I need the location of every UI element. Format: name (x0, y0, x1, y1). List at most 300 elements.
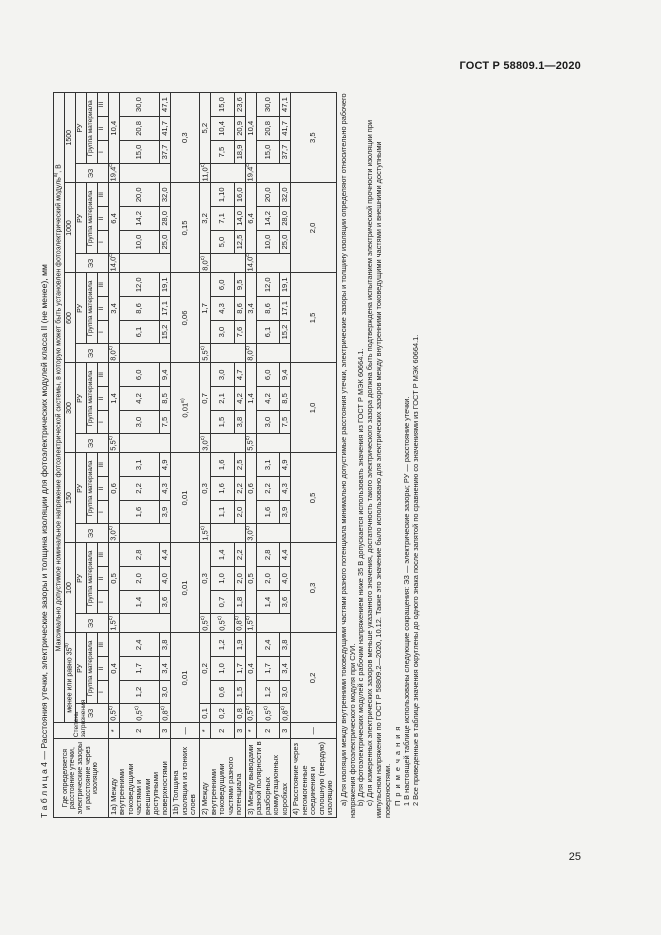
table-cell: 3,0$^{c)}$ (245, 524, 256, 543)
header-group-num: I (97, 320, 108, 344)
table-cell: 23,6 (234, 93, 245, 117)
table-cell: 6,1 (119, 320, 160, 344)
table-cell: 3,1 (256, 453, 280, 477)
header-group-num: III (97, 633, 108, 657)
table-cell: 10,0 (119, 230, 160, 254)
header-group-num: II (97, 567, 108, 591)
header-group: Группа материала (86, 93, 97, 164)
table-cell: 9,4 (160, 363, 171, 387)
table-row (108, 93, 119, 818)
table-cell: 3,0 (256, 410, 280, 434)
table-cell: 8,5 (280, 387, 291, 411)
table-cell: 19,4$^{c)}$ (108, 162, 118, 182)
table-cell: 1,4 (256, 590, 280, 614)
table-cell: 3,9 (160, 500, 171, 524)
header-group-num: I (97, 590, 108, 614)
table-cell: 14,0$^{c)}$ (245, 252, 255, 272)
table-row (291, 93, 337, 818)
table-cell (119, 434, 171, 453)
table-cell: 3,8 (160, 633, 171, 657)
table-cell: 0,5$^{c)}$ (108, 704, 119, 723)
table-cell: 3,6 (280, 590, 291, 614)
table-cell: 1,2 (119, 680, 160, 704)
note-item: 1 В настоящей таблице использованы следующие сокращения: ЭЗ — электрические зазоры; РУ — расстояние утечки. (402, 396, 412, 806)
table-cell: 3,1 (119, 453, 160, 477)
table-cell: 0,3 (171, 93, 200, 183)
header-ru: РУ (75, 273, 86, 344)
table-cell (256, 344, 291, 363)
table-cell: 4,3 (211, 297, 235, 321)
header-ru: РУ (75, 93, 86, 164)
table-cell: 8,6 (234, 297, 245, 321)
table-cell: 1,4 (119, 590, 160, 614)
table-cell: 0,6 (211, 680, 235, 704)
header-group-num: I (97, 680, 108, 704)
table-cell: 2,8 (119, 543, 160, 567)
table-cell: 2,0 (234, 567, 245, 591)
table-cell: 2,8 (256, 543, 280, 567)
table-cell: 9,4 (280, 363, 291, 387)
table-cell: 0,5 (245, 543, 256, 614)
table-cell: 12,0 (256, 273, 280, 297)
table-cell: 5,5$^{c)}$ (245, 434, 256, 453)
table-cell: 5,2 (200, 93, 211, 164)
header-group-num: I (97, 500, 108, 524)
table-cell: 3,0 (280, 680, 291, 704)
table-cell: 16,0 (234, 183, 245, 207)
table-cell: 1,9 (234, 633, 245, 657)
table-cell: 20,9 (234, 117, 245, 141)
table-cell: 2,0 (291, 183, 337, 273)
pollution-degree: 2 (119, 723, 160, 739)
table-row (200, 93, 211, 818)
table-cell: 0,4 (245, 633, 256, 704)
header-voltage-value: 600 (64, 273, 75, 363)
table-cell: 47,1 (280, 93, 291, 117)
table-cell: 4,4 (280, 543, 291, 567)
table-cell: 10,4 (211, 117, 235, 141)
table-cell: 3,4 (280, 657, 291, 681)
table-cell: 20,8 (256, 117, 280, 141)
table-cell: 2,1 (211, 387, 235, 411)
table-cell (211, 524, 246, 543)
table-cell: 1,6 (256, 500, 280, 524)
table-cell: 4,2 (256, 387, 280, 411)
table-cell (256, 614, 291, 633)
table-cell: 1,6 (119, 500, 160, 524)
header-voltage-value: 1500 (64, 93, 75, 183)
table-cell: 1,7 (234, 657, 245, 681)
pollution-degree: * (245, 723, 256, 739)
table-cell: 3,8 (234, 410, 245, 434)
table-cell: 1,5$^{c)}$ (108, 614, 119, 633)
table-cell: 14,2 (256, 207, 280, 231)
table-cell: 20,8 (119, 117, 160, 141)
table-cell: 8,5 (160, 387, 171, 411)
table-cell: 32,0 (160, 183, 171, 207)
table-cell: 0,5$^{c)}$ (256, 704, 280, 723)
table-row (171, 93, 200, 818)
header-group-num: I (97, 140, 108, 164)
table-cell: 1,2 (256, 680, 280, 704)
table-cell: 3,4 (160, 657, 171, 681)
table-cell: 2,2 (119, 477, 160, 501)
table-cell: 6,0 (256, 363, 280, 387)
pollution-degree: * (108, 723, 119, 739)
table-cell: 3,0 (211, 320, 235, 344)
header-voltage: Максимально допустимое номинальное напряжение фотоэлектрической системы, в которую может быть установлен фотоэлектрический модуль$^{a)}$, В (53, 93, 64, 723)
table-cell: 1,0 (211, 657, 235, 681)
table-cell: 15,0 (211, 93, 235, 117)
table-cell: 1,0 (211, 567, 235, 591)
header-ru: РУ (75, 633, 86, 704)
pollution-degree: 3 (280, 723, 291, 739)
table-row (119, 93, 160, 818)
table-cell: 3,0$^{c)}$ (200, 434, 211, 453)
table-cell: 5,5$^{c)}$ (200, 344, 211, 363)
pollution-degree: 3 (160, 723, 171, 739)
table-cell: 0,8$^{c)}$ (160, 704, 171, 723)
table-cell: 1,2 (211, 633, 235, 657)
table-cell: 0,6 (108, 453, 119, 524)
table-cell (256, 524, 291, 543)
table-cell: 0,15 (171, 183, 200, 273)
row-label: 3) Между выводами разной полярности в разборных коммутационных коробках (245, 739, 291, 818)
table-cell: 2,4 (119, 633, 160, 657)
row-label: 1а) Между внутренними токоведущими частями и внешними доступными поверхностями (108, 739, 171, 818)
table-cell: 7,6 (234, 320, 245, 344)
table-cell: 4,2 (234, 387, 245, 411)
table-cell: 20,0 (256, 183, 280, 207)
table-cell: 3,5 (291, 93, 337, 183)
table-cell: 1,5 (291, 273, 337, 363)
header-group-num: III (97, 183, 108, 207)
header-group: Группа материала (86, 633, 97, 704)
table-cell: 15,0 (119, 140, 160, 164)
row-label: 1b) Толщина изоляции из тонких слоев (171, 739, 200, 818)
footnote: c) Для измеренных электрических зазоров меньше указанного значения, достаточность такого электрического зазора должна быть подтверждена испытанием электрической прочности изоляции при импульсном напряжении по ГОСТ Р 58809.2—2020, 10.12. Также это значение было использовано для электрических зазоров между внутренними токоведущими частями и внешними доступными поверхностями. (365, 119, 392, 818)
table-cell: 2,0 (256, 567, 280, 591)
table-cell (119, 524, 171, 543)
table-row (53, 93, 64, 818)
table-cell: 6,0 (119, 363, 160, 387)
table-cell: 25,0 (160, 230, 171, 254)
table-cell: 7,5 (211, 140, 235, 164)
header-ez: ЭЗ (75, 614, 108, 633)
table-cell: 6,4 (245, 183, 256, 254)
header-where: Где определяется расстояние утечки, электрические зазоры и расстояние через изоляцию (53, 739, 108, 818)
table-cell: 4,4 (160, 543, 171, 567)
table-cell: 17,1 (160, 297, 171, 321)
table-cell: 3,4 (108, 273, 119, 344)
table-cell: 3,6 (160, 590, 171, 614)
header-group-num: I (97, 410, 108, 434)
table-cell: 2,2 (256, 477, 280, 501)
table-cell: 4,9 (280, 453, 291, 477)
table-cell: 0,8 (234, 704, 245, 723)
table-cell: 6,4 (108, 183, 119, 254)
table-cell: 19,1 (160, 273, 171, 297)
table-cell: 3,4 (245, 273, 256, 344)
table-cell: 0,5$^{c)}$ (200, 614, 211, 633)
table-cell: 0,5 (108, 543, 119, 614)
table-cell: 3,0 (160, 680, 171, 704)
table-cell: 15,2 (160, 320, 171, 344)
table-cell: 1,8 (234, 590, 245, 614)
table-cell: 4,0 (160, 567, 171, 591)
table-cell: 0,5$^{c)}$ (119, 704, 160, 723)
header-ez: ЭЗ (75, 434, 108, 453)
header-voltage-value: 300 (64, 363, 75, 453)
table-cell: 10,0 (256, 230, 280, 254)
header-ru: РУ (75, 363, 86, 434)
header-voltage-value: 1000 (64, 183, 75, 273)
table-cell (211, 344, 246, 363)
table-cell: 3,2 (200, 183, 211, 254)
table-cell: 10,4 (108, 93, 119, 164)
header-ez: ЭЗ (75, 704, 108, 723)
table-cell: 0,7 (200, 363, 211, 434)
table-cell: 1,7 (256, 657, 280, 681)
table-cell (256, 254, 291, 273)
table-cell: 11,0$^{c)}$ (199, 163, 210, 182)
note-item: 2 Все приведенные в таблице значения округлены до одного знака после запятой по сравнению со значениями из ГОСТ Р МЭК 60664.1. (410, 334, 420, 806)
table-cell: 0,5$^{c)}$ (211, 614, 235, 633)
header-group-num: III (97, 273, 108, 297)
table-cell: 0,5 (291, 453, 337, 543)
header-voltage-value: 150 (64, 453, 75, 543)
table-cell: 25,0 (280, 230, 291, 254)
header-ez: ЭЗ (75, 254, 108, 273)
table-cell (211, 434, 246, 453)
table-cell (211, 254, 246, 273)
row-label: 4) Расстояние через негомогенные соединения и сплошную (твердую) изоляцию (291, 739, 337, 818)
table-cell: 12,0 (119, 273, 160, 297)
table-cell: 41,7 (280, 117, 291, 141)
table-cell: 1,7 (200, 273, 211, 344)
table-cell: 8,0$^{c)}$ (245, 344, 256, 363)
table-cell: 7,1 (211, 207, 235, 231)
table-cell: 2,0 (119, 567, 160, 591)
table-cell: 2,5 (234, 453, 245, 477)
table-cell: 14,0 (234, 207, 245, 231)
table-cell: 1,10 (211, 183, 235, 207)
table-cell: 0,01 (171, 633, 200, 723)
table-cell: 1,4 (108, 363, 119, 434)
table-row (234, 93, 245, 818)
table-cell: 2,2 (234, 477, 245, 501)
pollution-degree: 2 (211, 723, 235, 739)
table-cell: 0,01$^{e)}$ (171, 363, 200, 453)
table-cell: 14,2 (119, 207, 160, 231)
table-cell: 0,01 (171, 543, 200, 633)
header-group-num: II (97, 477, 108, 501)
pollution-degree: — (171, 723, 200, 739)
table-cell: 19,1 (280, 273, 291, 297)
header-ez: ЭЗ (75, 164, 108, 183)
table-cell: 41,7 (160, 117, 171, 141)
table-cell: 28,0 (160, 207, 171, 231)
table-cell: 1,5$^{c)}$ (200, 524, 211, 543)
header-ru: РУ (75, 543, 86, 614)
header-group-num: III (97, 453, 108, 477)
table-cell: 4,2 (119, 387, 160, 411)
table-cell: 7,5 (280, 410, 291, 434)
table-cell: 4,7 (234, 363, 245, 387)
table-cell: 12,5 (234, 230, 245, 254)
table-cell (119, 614, 171, 633)
table-cell (119, 254, 171, 273)
table-cell: 1,5$^{c)}$ (245, 614, 256, 633)
clearance-table (53, 92, 337, 818)
table-cell: 2,4 (256, 633, 280, 657)
table-cell: 0,3 (291, 543, 337, 633)
table-cell: 7,5 (160, 410, 171, 434)
header-voltage-value: 100 (64, 543, 75, 633)
table-cell: 28,0 (280, 207, 291, 231)
rotated-table-block (40, 92, 580, 818)
table-notes (340, 92, 421, 818)
table-cell: 1,5 (211, 410, 235, 434)
table-cell: 0,7 (211, 590, 235, 614)
table-cell: 0,4 (108, 633, 119, 704)
header-group: Группа материала (86, 183, 97, 254)
header-group-num: II (97, 387, 108, 411)
table-row (256, 93, 280, 818)
table-cell (119, 344, 171, 363)
table-cell: 1,1 (211, 500, 235, 524)
table-cell (211, 164, 246, 183)
pollution-degree: 2 (256, 723, 280, 739)
table-cell: 8,6 (256, 297, 280, 321)
header-pollution: Степень загрязнения (53, 723, 108, 739)
header-group-num: III (97, 363, 108, 387)
table-cell: 30,0 (119, 93, 160, 117)
table-row (211, 93, 235, 818)
table-cell: 0,1 (200, 704, 211, 723)
table-cell: 8,6 (119, 297, 160, 321)
pollution-degree: * (200, 723, 211, 739)
table-cell: 10,4 (245, 93, 256, 164)
table-cell: 1,4 (211, 543, 235, 567)
table-cell: 0,2 (200, 633, 211, 704)
header-voltage-35: менее или равно 35$^{b)}$ (64, 633, 75, 723)
page-number: 25 (568, 851, 581, 863)
table-cell: 8,0$^{c)}$ (108, 344, 119, 363)
table-cell: 0,2 (291, 633, 337, 723)
table-cell: 8,0$^{c)}$ (200, 254, 211, 273)
table-cell: 4,3 (160, 477, 171, 501)
table-cell: 37,7 (280, 140, 291, 164)
table-row (64, 93, 75, 818)
table-cell: 30,0 (256, 93, 280, 117)
table-cell: 3,8 (280, 633, 291, 657)
table-cell: 0,06 (171, 273, 200, 363)
table-cell: 2,0 (234, 500, 245, 524)
header-group-num: II (97, 117, 108, 141)
header-group-num: II (97, 657, 108, 681)
table-cell: 47,1 (160, 93, 171, 117)
table-cell: 1,6 (211, 453, 235, 477)
table-cell: 2,2 (234, 543, 245, 567)
doc-code: ГОСТ Р 58809.1—2020 (459, 60, 581, 72)
table-cell: 0,8$^{c)}$ (280, 704, 291, 723)
pollution-degree: 3 (234, 723, 245, 739)
header-group-num: II (97, 297, 108, 321)
header-ez: ЭЗ (75, 344, 108, 363)
table-caption: Т а б л и ц а 4 — Расстояния утечки, электрические зазоры и толщина изоляции для фотоэлектрических модулей класса II (не менее), мм (39, 264, 49, 818)
table-cell: 9,5 (234, 273, 245, 297)
table-cell: 1,0 (291, 363, 337, 453)
table-cell: 0,3 (200, 543, 211, 614)
table-row (280, 93, 291, 818)
table-cell: 20,0 (119, 183, 160, 207)
table-cell: 15,0 (256, 140, 280, 164)
table-cell: 1,5 (234, 680, 245, 704)
table-cell: 1,7 (119, 657, 160, 681)
table-cell (256, 434, 291, 453)
table-cell: 5,5$^{c)}$ (108, 434, 119, 453)
notes-title: П р и м е ч а н и я (393, 725, 403, 806)
table-cell (119, 164, 171, 183)
table-row (160, 93, 171, 818)
table-cell: 0,5$^{c)}$ (245, 704, 256, 723)
table-cell: 0,01 (171, 453, 200, 543)
table-cell: 4,3 (280, 477, 291, 501)
header-group-num: III (97, 93, 108, 117)
header-group-num: I (97, 230, 108, 254)
table-cell: 32,0 (280, 183, 291, 207)
table-cell: 3,0 (119, 410, 160, 434)
table-cell: 1,6 (211, 477, 235, 501)
table-cell: 0,3 (200, 453, 211, 524)
table-cell: 4,0 (280, 567, 291, 591)
table-cell: 0,6 (245, 453, 256, 524)
header-ru: РУ (75, 453, 86, 524)
table-cell: 0,8$^{c)}$ (234, 614, 245, 633)
header-group: Группа материала (86, 543, 97, 614)
header-group: Группа материала (86, 363, 97, 434)
table-cell: 6,1 (256, 320, 280, 344)
table-cell (256, 164, 291, 183)
table-cell: 3,0$^{c)}$ (108, 524, 119, 543)
header-group: Группа материала (86, 273, 97, 344)
footnote: b) Для фотоэлектрических модулей с рабочим напряжением ниже 35 В допускается использовать значения из ГОСТ Р МЭК 60664.1. (356, 348, 366, 806)
table-cell: 1,4 (245, 363, 256, 434)
pollution-degree: — (291, 723, 337, 739)
table-cell: 15,2 (280, 320, 291, 344)
header-group: Группа материала (86, 453, 97, 524)
table-cell: 19,4$^{c)}$ (245, 162, 255, 182)
table-cell: 5,0 (211, 230, 235, 254)
table-cell: 17,1 (280, 297, 291, 321)
table-cell: 4,9 (160, 453, 171, 477)
table-row (245, 93, 256, 818)
row-label: 2) Между внутренними токоведущими частями разного потенциала (200, 739, 246, 818)
table-cell: 18,9 (234, 140, 245, 164)
footnote: a) Для изоляции между внутренними токоведущими частями разного потенциала минимально допустимые расстояния утечки, электрические зазоры и толщину изоляции определяют относительно рабочего напряжения фотоэлектрического модуля при СУИ. (338, 93, 357, 818)
header-group-num: II (97, 207, 108, 231)
table-cell: 3,9 (280, 500, 291, 524)
header-group-num: III (97, 543, 108, 567)
table-cell: 14,0$^{c)}$ (108, 252, 118, 272)
table-cell: 37,7 (160, 140, 171, 164)
header-ru: РУ (75, 183, 86, 254)
table-cell: 3,0 (211, 363, 235, 387)
table-cell: 6,0 (211, 273, 235, 297)
header-ez: ЭЗ (75, 524, 108, 543)
table-cell: 0,2 (211, 704, 235, 723)
